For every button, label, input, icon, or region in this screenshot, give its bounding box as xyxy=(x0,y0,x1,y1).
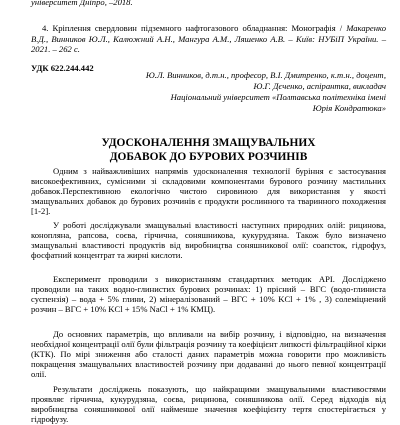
title-line-1: УДОСКОНАЛЕННЯ ЗМАЩУВАЛЬНИХ xyxy=(101,137,316,149)
paragraph-3: Експеримент проводили з використанням стандартних методик API. Досліджено проводили на таких водно-глинистих бурових розчинах: 1) прісний – ВГС (водо-глиниста суспензія) – вода + 5% глини, 2) мінералізований – ВГС + 10% KCl + 1% , 3) солеміцнений розчин – ВГС + 10% KCl + 15% NaCl + 1% КМЦ). xyxy=(31,274,386,314)
reference-4-text: 4. Кріплення свердловин підземного нафтогазового обладнання: Монографія / xyxy=(42,23,343,33)
paper-title xyxy=(31,137,386,164)
affiliation-line-2: Юрія Кондратюка» xyxy=(312,103,386,113)
title-line-2: ДОБАВОК ДО БУРОВИХ РОЗЧИНІВ xyxy=(109,150,308,163)
reference-4 xyxy=(31,23,386,55)
paragraph-1: Одним з найважливіших напрямів удосконалення технології буріння є застосування високоефективних, сумісними зі складовими компонентами бурового розчину мастильних добавок.Перспективною екологічно чистою сировиною для використання у якості змащувальних добавок до бурових розчинів є продукти рослинного та тваринного походження [1-2]. xyxy=(31,166,386,216)
reference-tail: університет Дніпро, –2018. xyxy=(31,0,133,7)
author-line-2: Ю.Г. Дєченко, аспірантка, викладач xyxy=(253,81,386,91)
reference-4-authors: Макаренко В.Д., Винников Ю.Л., Калюжний А.Н., Мангура А.М., Ляшенко А.В. – Київ: xyxy=(31,23,386,44)
affiliation-line-1: Національний університет «Полтавська політехніка імені xyxy=(170,92,386,102)
udc-code: УДК 622.244.442 xyxy=(31,63,94,73)
author-line-1: Ю.Л. Винников, д.т.н., професор, В.І. Дмитренко, к.т.н., доцент, xyxy=(145,70,386,80)
paragraph-5: Результати досліджень показують, що найкращими змащувальними властивостями проявляє гірчична, кукурудзяна, соєва, рицинова, соняшникова олії. Серед відходів від виробництва соняшникової олії найменше значення коефіцієнту тертя спостерігається у гідрофузу. xyxy=(31,384,386,424)
paragraph-2: У роботі досліджували змащувальні властивості наступних природних олій: рицинова, конопляна, рапсова, соєва, гірчична, соняшникова, кукурудзяна. Також було визначено змащувальні властивості продуктів від виробництва соняшникової олії: соапсток, гідрофуз, фосфатний концентрат та жирні кислоти. xyxy=(31,220,386,260)
paragraph-4: До основних параметрів, що впливали на вибір розчину, і відповідно, на визначення необхідної концентрації олії були фільтрація розчину та коефіцієнт липкості фільтраційної кірки (КТК). По мірі зниження або сталості даних параметрів можна говорити про можливість покращення змащувальних властивостей розчину при додаванні до нього певної концентрації олії. xyxy=(31,329,386,379)
reference-4-publisher: НУБіП України. – 2021. – 262 с. xyxy=(31,33,386,54)
